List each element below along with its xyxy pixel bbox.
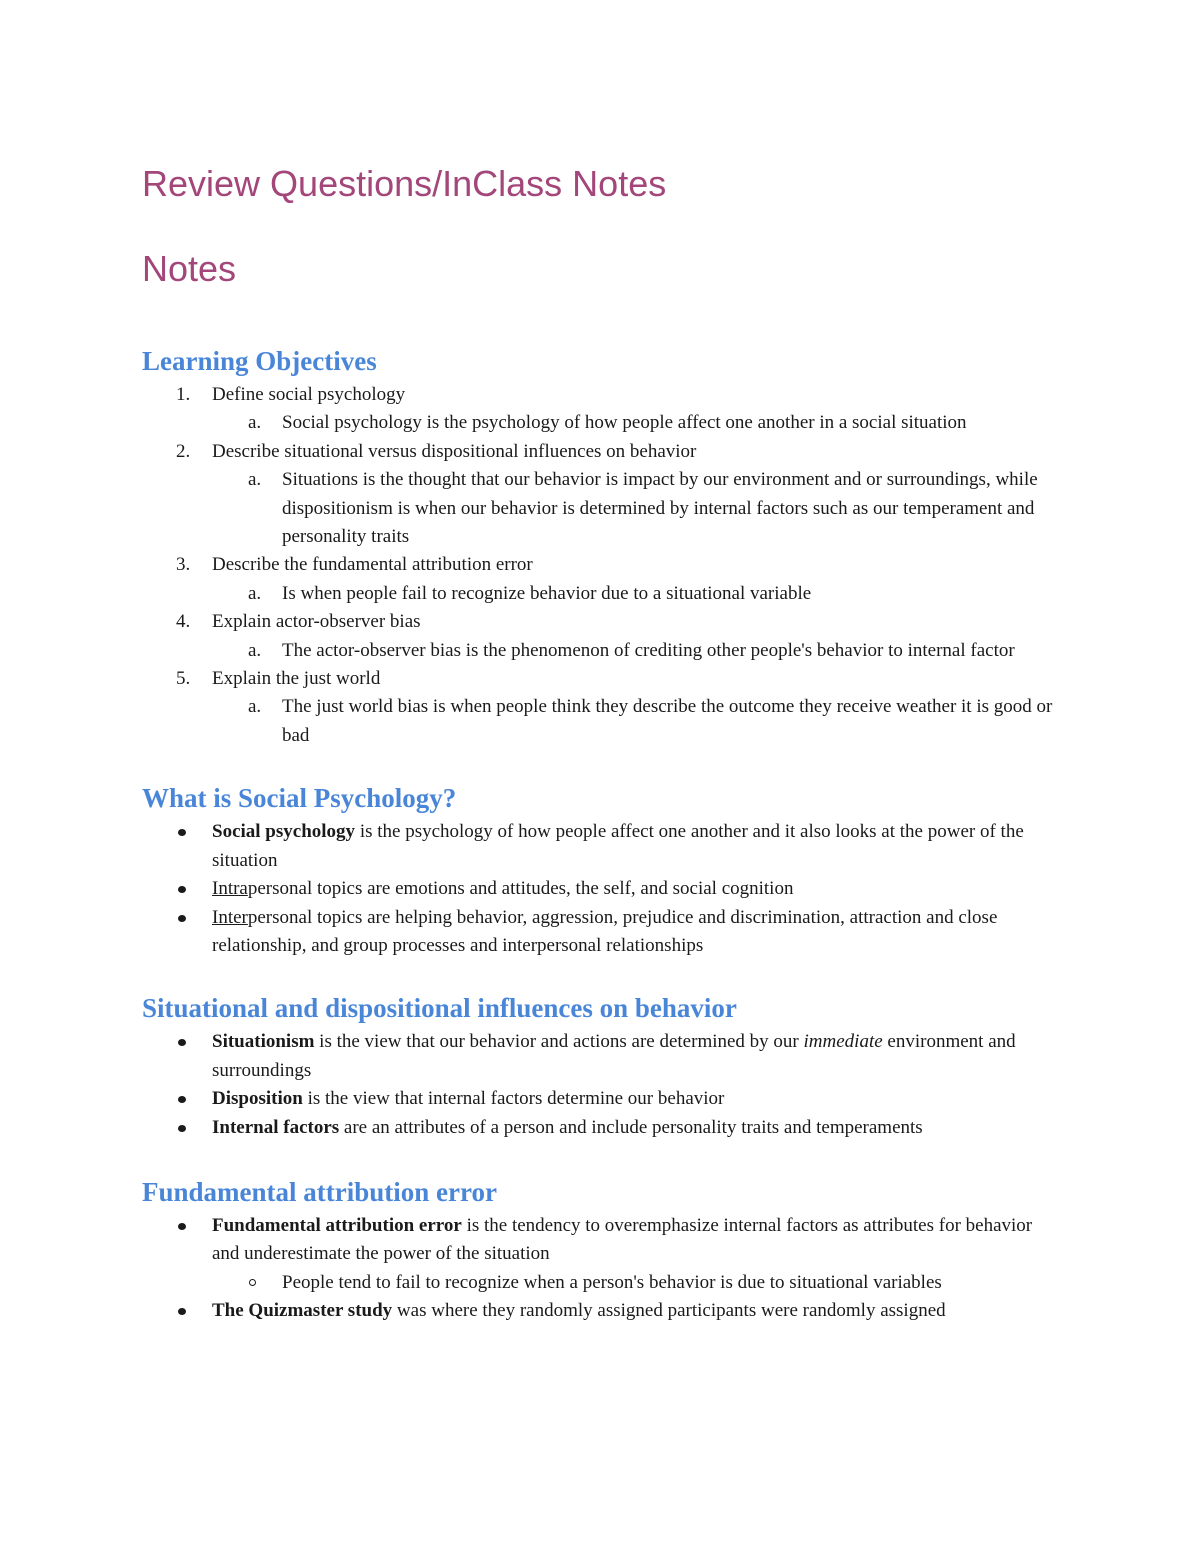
bullet-text: is the view that internal factors determine our behavior [302,1088,725,1110]
sub-list-item [142,637,1062,665]
sub-list-letter: a. [248,412,262,434]
term-bold: The Quizmaster study [212,1300,393,1322]
list-item [142,438,1062,552]
list-number: 3. [176,554,191,576]
bullet-icon [178,1096,186,1103]
list-item [142,608,1062,665]
sub-list-item-text: Situations is the thought that our behavior is impact by our environment and or surroundings, while dispositionism is when our behavior is determined by internal factors such as our temperament and personality traits [282,469,1038,548]
bullet-item [142,875,1062,903]
bullet-text: personal topics are helping behavior, aggression, prejudice and discrimination, attraction and close relationship, and group processes and interpersonal relationships [212,906,998,956]
list-number: 1. [176,384,191,405]
sub-bullet-text: People tend to fail to recognize when a person's behavior is due to situational variables [282,1271,942,1293]
bullet-icon [178,1223,186,1230]
italic-text: immediate [803,1031,883,1053]
sub-list-item-text: The actor-observer bias is the phenomenon of crediting other people's behavior to internal factor [282,639,1015,661]
term-bold: Social psychology [212,821,356,843]
bullet-text: is the view that our behavior and actions are determined by our [314,1031,804,1053]
term-bold: Internal factors [212,1116,340,1138]
list-item-text: Describe the fundamental attribution error [212,554,533,576]
sub-list-letter: a. [248,696,262,718]
list-number: 5. [176,668,191,690]
bullet-icon [178,886,186,893]
learning-objectives-list [142,381,1062,750]
sub-list-item [142,693,1062,750]
bullet-item [142,1212,1062,1297]
sub-list-letter: a. [248,469,262,491]
bullet-item [142,1085,1062,1113]
sub-list-letter: a. [248,582,262,604]
bullet-icon [178,1125,186,1132]
bullet-icon [178,829,186,836]
sub-list-item-text: Social psychology is the psychology of how people affect one another in a social situation [282,412,967,434]
list-item-text: Define social psychology [212,384,406,405]
hollow-bullet-icon [249,1279,256,1286]
sub-list-item [142,466,1062,551]
document-page [142,160,1062,1326]
situational-heading: Situational and dispositional influences on behavior [142,993,737,1024]
sub-list-item-text: Is when people fail to recognize behavior due to a situational variable [282,582,812,604]
bullet-icon [178,1039,186,1046]
bullet-text: was where they randomly assigned participants were randomly assigned [392,1300,946,1322]
list-item [142,665,1062,750]
term-underlined: Inter [212,906,248,928]
sub-list-item [142,409,1062,437]
sub-bullet-item [142,1269,1062,1297]
bullet-text: environment and surroundings [212,1031,1016,1081]
term-underlined: Intra [212,878,248,900]
list-item [142,381,1062,438]
bullet-icon [178,1308,186,1315]
bullet-item [142,1297,1062,1325]
sub-list-item-text: The just world bias is when people think they describe the outcome they receive weather it is good or bad [282,696,1053,746]
fae-heading: Fundamental attribution error [142,1176,497,1207]
bullet-item [142,904,1062,961]
list-number: 4. [176,611,191,633]
fae-list [142,1212,1062,1326]
bullet-item [142,1028,1062,1085]
situational-list [142,1028,1062,1142]
list-item [142,551,1062,608]
bullet-text: are an attributes of a person and include personality traits and temperaments [339,1116,923,1138]
document-title: Review Questions/InClass Notes [142,163,667,204]
bullet-icon [178,915,186,922]
learning-objectives-heading: Learning Objectives [142,346,377,376]
term-bold: Disposition [212,1088,303,1110]
bullet-text: personal topics are emotions and attitudes, the self, and social cognition [247,878,794,900]
bullet-text: is the tendency to overemphasize internal factors as attributes for behavior and underestimate the power of the situation [212,1214,1033,1265]
list-number: 2. [176,440,191,462]
bullet-item [142,818,1062,875]
list-item-text: Explain the just world [212,668,381,690]
sub-list-letter: a. [248,639,262,661]
notes-title: Notes [142,248,237,289]
bullet-item [142,1114,1062,1142]
sub-list-item [142,580,1062,608]
term-bold: Situationism [212,1031,315,1053]
bullet-text: is the psychology of how people affect one another and it also looks at the power of the situation [212,821,1024,871]
term-bold: Fundamental attribution error [212,1214,462,1236]
list-item-text: Explain actor-observer bias [212,611,421,633]
list-item-text: Describe situational versus dispositional influences on behavior [212,440,697,462]
social-psychology-list [142,818,1062,960]
social-psychology-heading: What is Social Psychology? [142,783,457,814]
